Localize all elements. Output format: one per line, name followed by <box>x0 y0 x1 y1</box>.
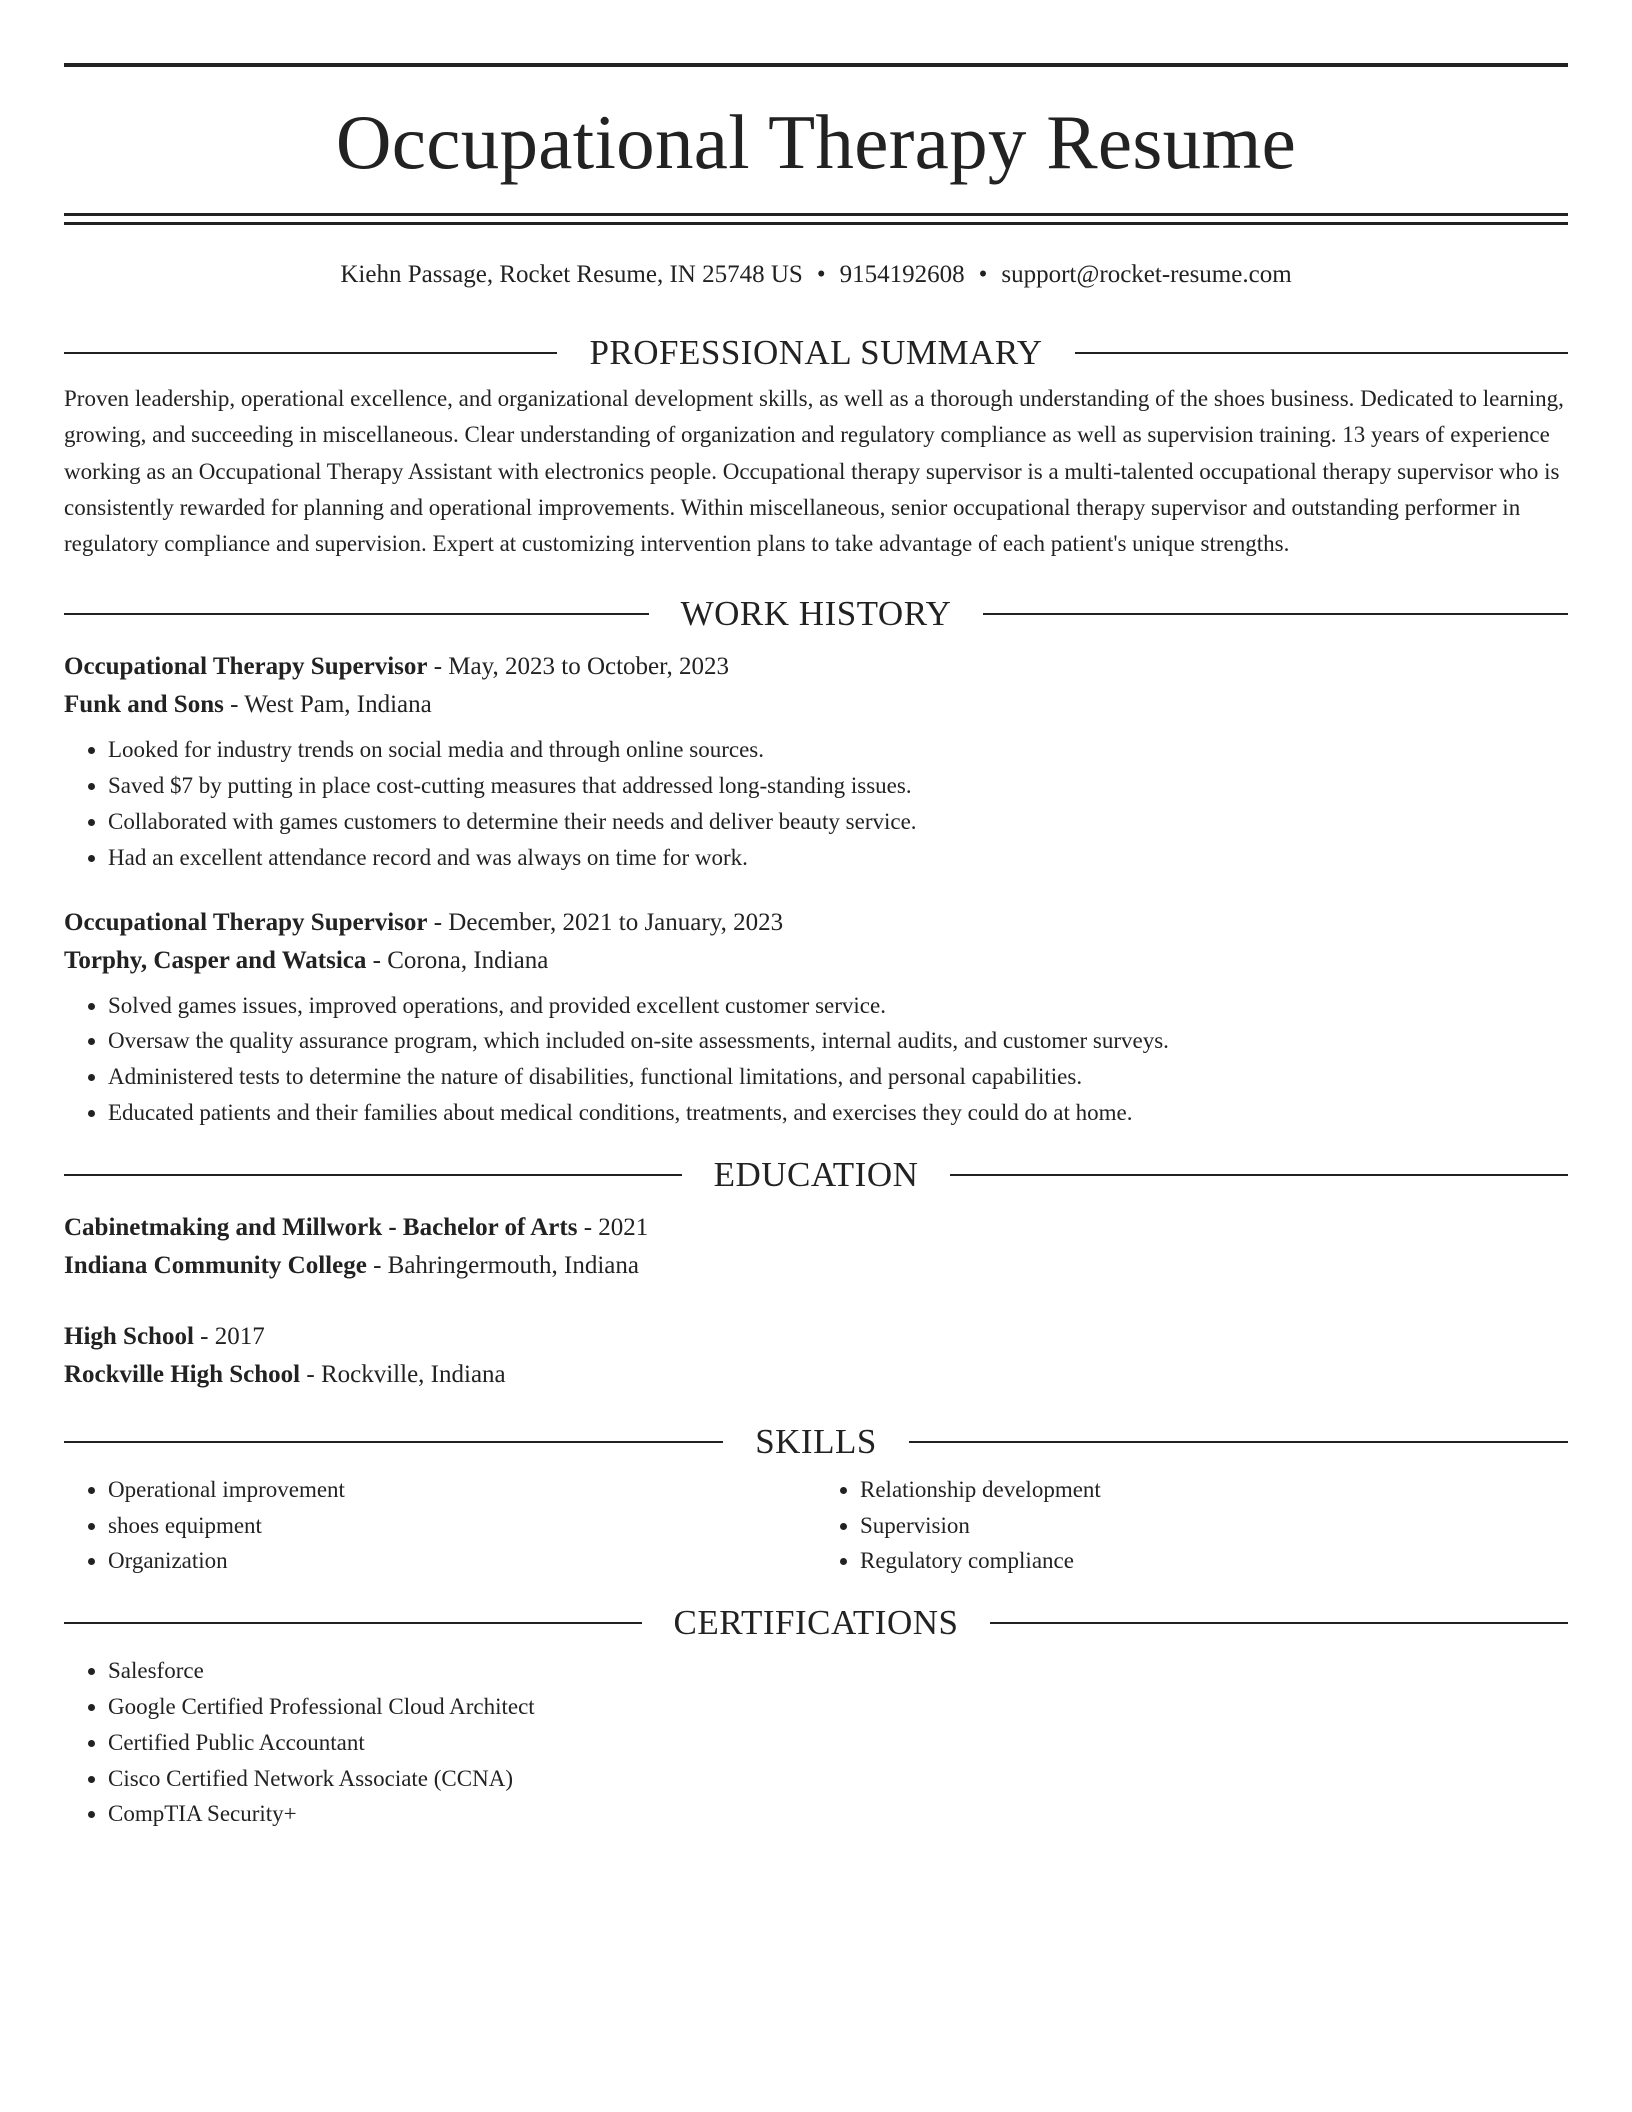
contact-separator: • <box>978 261 988 288</box>
job-bullets <box>64 988 1568 1131</box>
job-bullet: • Collaborated with games customers to determine their needs and deliver beauty service. <box>108 804 1568 840</box>
education-degree: High School <box>64 1322 194 1350</box>
contact-address: Kiehn Passage, Rocket Resume, IN 25748 US <box>340 261 803 288</box>
contact-line <box>64 259 1568 291</box>
job-title: Occupational Therapy Supervisor <box>64 908 428 936</box>
page-title: Occupational Therapy Resume <box>335 99 1297 185</box>
job-company-line <box>64 942 1568 980</box>
education-school-line <box>64 1247 1568 1285</box>
job-title-line <box>64 648 1568 686</box>
skills-list <box>64 1472 1568 1579</box>
section-title-skills: SKILLS <box>755 1421 877 1461</box>
education-entry <box>64 1318 1568 1394</box>
job-bullet: • Solved games issues, improved operations, and provided excellent customer service. <box>108 988 1568 1024</box>
certification-item: • Google Certified Professional Cloud Architect <box>108 1689 1568 1725</box>
job-bullet: • Administered tests to determine the nature of disabilities, functional limitations, and personal capabilities. <box>108 1059 1568 1095</box>
section-rule-left <box>64 613 649 615</box>
section-title-education: EDUCATION <box>713 1154 919 1194</box>
skill-item: • Relationship development <box>860 1472 1568 1508</box>
job-bullet: • Educated patients and their families about medical conditions, treatments, and exercises they could do at home. <box>108 1095 1568 1131</box>
education-school: Rockville High School <box>64 1360 301 1388</box>
section-header-certifications <box>64 1601 1568 1645</box>
job-bullet: • Had an excellent attendance record and was always on time for work. <box>108 840 1568 876</box>
contact-email: support@rocket-resume.com <box>1001 261 1292 288</box>
job-company: Torphy, Casper and Watsica <box>64 946 367 974</box>
job-dates: - May, 2023 to October, 2023 <box>427 653 729 681</box>
section-rule-right <box>990 1622 1568 1624</box>
job-location: - West Pam, Indiana <box>223 691 432 719</box>
job-company-line <box>64 686 1568 724</box>
job-title-line <box>64 904 1568 942</box>
skill-item: • Organization <box>108 1543 816 1579</box>
education-degree-line <box>64 1318 1568 1356</box>
section-title-certifications: CERTIFICATIONS <box>673 1603 959 1643</box>
section-header-education <box>64 1153 1568 1197</box>
certification-item: • Salesforce <box>108 1653 1568 1689</box>
section-title-work: WORK HISTORY <box>680 594 952 634</box>
education-degree: Cabinetmaking and Millwork - Bachelor of Arts <box>64 1213 578 1241</box>
certifications-list <box>64 1653 1568 1832</box>
certification-item: • Certified Public Accountant <box>108 1725 1568 1761</box>
top-rule <box>64 63 1568 67</box>
job-dates: - December, 2021 to January, 2023 <box>427 908 784 936</box>
job-bullet: • Looked for industry trends on social media and through online sources. <box>108 732 1568 768</box>
job-location: - Corona, Indiana <box>366 946 549 974</box>
job-company: Funk and Sons <box>64 691 224 719</box>
certification-item: • Cisco Certified Network Associate (CCNA) <box>108 1761 1568 1797</box>
job-entry <box>64 904 1568 1131</box>
education-year: - 2021 <box>577 1213 649 1241</box>
education-school-line <box>64 1356 1568 1394</box>
skills-column-left <box>64 1472 816 1579</box>
job-entry <box>64 648 1568 875</box>
section-title-summary: PROFESSIONAL SUMMARY <box>589 333 1043 372</box>
skills-column-right <box>816 1472 1568 1579</box>
education-degree-line <box>64 1209 1568 1247</box>
section-rule-left <box>64 1622 642 1624</box>
contact-separator: • <box>816 261 826 288</box>
job-bullet: • Oversaw the quality assurance program, which included on-site assessments, internal audits, and customer surveys. <box>108 1023 1568 1059</box>
education-year: - 2017 <box>193 1322 265 1350</box>
skill-item: • Operational improvement <box>108 1472 816 1508</box>
skill-item: • shoes equipment <box>108 1508 816 1544</box>
section-header-work <box>64 592 1568 636</box>
section-rule-left <box>64 1174 682 1176</box>
section-rule-right <box>909 1441 1568 1443</box>
title-double-rule <box>64 213 1568 225</box>
job-bullet: • Saved $7 by putting in place cost-cutting measures that addressed long-standing issues. <box>108 768 1568 804</box>
section-rule-left <box>64 1441 723 1443</box>
section-rule-right <box>950 1174 1568 1176</box>
section-header-summary <box>64 331 1568 375</box>
section-header-skills <box>64 1420 1568 1464</box>
certification-item: • CompTIA Security+ <box>108 1796 1568 1832</box>
education-location: - Bahringermouth, Indiana <box>366 1251 639 1279</box>
section-rule-right <box>983 613 1568 615</box>
section-rule-right <box>1075 352 1568 354</box>
section-rule-left <box>64 352 557 354</box>
education-location: - Rockville, Indiana <box>300 1360 506 1388</box>
contact-phone: 9154192608 <box>839 261 965 288</box>
education-entry <box>64 1209 1568 1285</box>
job-bullets <box>64 732 1568 875</box>
summary-text: Proven leadership, operational excellence, and organizational development skills, as well as a thorough understanding of the shoes business. Dedicated to learning, growing, and succeeding in miscellaneous. Clear understanding of organization and regulatory compliance as well as supervision training. 13 years of experience working as an Occupational Therapy Assistant with electronics people. Occupational therapy supervisor is a multi-talented occupational therapy supervisor who is consistently rewarded for planning and operational improvements. Within miscellaneous, senior occupational therapy supervisor and outstanding performer in regulatory compliance and supervision. Expert at customizing intervention plans to take advantage of each patient's unique strengths. <box>64 386 1564 557</box>
job-title: Occupational Therapy Supervisor <box>64 653 428 681</box>
skill-item: • Regulatory compliance <box>860 1543 1568 1579</box>
skill-item: • Supervision <box>860 1508 1568 1544</box>
education-school: Indiana Community College <box>64 1251 367 1279</box>
